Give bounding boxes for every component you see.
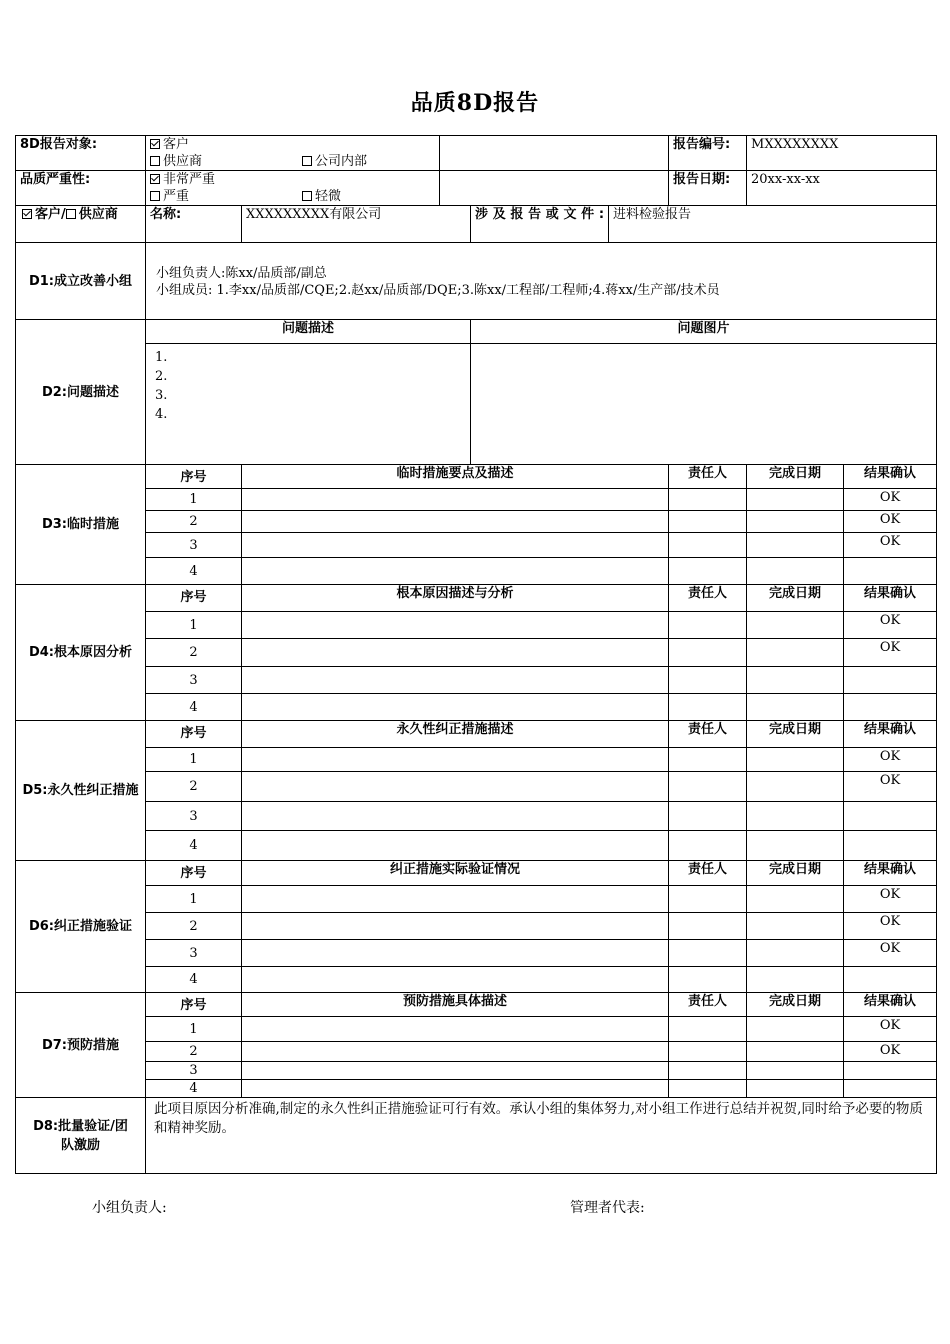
checkbox-checked-icon[interactable] [22,209,32,219]
seq-cell: 1 [146,748,242,772]
d6-header-row [16,861,937,886]
seq-cell: 2 [146,1042,242,1062]
result-header: 结果确认 [844,861,937,886]
d1-label: D1:成立改善小组 [16,243,146,320]
desc-cell[interactable] [242,802,669,831]
d3-header-row [16,465,937,489]
d3-label: D3:临时措施 [16,465,146,585]
desc-cell[interactable] [242,913,669,940]
d5-header-row [16,721,937,748]
desc-cell[interactable] [242,1080,669,1098]
desc-cell[interactable] [242,1062,669,1080]
owner-header: 责任人 [669,585,747,612]
checkbox-icon[interactable] [66,209,76,219]
result-cell[interactable]: OK [844,940,937,967]
owner-cell[interactable] [669,802,747,831]
report-date-label: 报告日期: [669,171,747,206]
report-date-value[interactable]: 20xx-xx-xx [747,171,937,206]
desc-cell[interactable] [242,940,669,967]
header-row-party [16,206,937,243]
page-title: 品质8D报告 [410,90,540,116]
owner-cell[interactable] [669,667,747,694]
result-cell[interactable]: OK [844,886,937,913]
desc-cell[interactable] [242,667,669,694]
result-cell[interactable]: OK [844,1042,937,1062]
seq-cell: 3 [146,940,242,967]
result-cell[interactable]: OK [844,489,937,511]
owner-header: 责任人 [669,861,747,886]
date-cell[interactable] [747,639,844,667]
table-row [16,511,937,533]
d5-label: D5:永久性纠正措施 [16,721,146,861]
date-cell[interactable] [747,667,844,694]
date-cell[interactable] [747,1042,844,1062]
result-cell[interactable]: OK [844,511,937,533]
result-cell[interactable]: OK [844,612,937,639]
target-option-customer[interactable]: 客户 [150,136,290,153]
owner-cell[interactable] [669,1062,747,1080]
checkbox-checked-icon[interactable] [150,174,160,184]
header-row-severity [16,171,937,206]
result-cell[interactable] [844,558,937,585]
desc-cell[interactable] [242,748,669,772]
table-row [16,639,937,667]
table-row [16,558,937,585]
date-cell[interactable] [747,694,844,721]
result-cell[interactable] [844,667,937,694]
seq-cell: 4 [146,1080,242,1098]
date-cell[interactable] [747,1080,844,1098]
d4-label: D4:根本原因分析 [16,585,146,721]
leader-signature-label: 小组负责人: [92,1200,167,1216]
seq-cell: 2 [146,511,242,533]
table-row [16,748,937,772]
table-row [16,967,937,993]
table-row [16,802,937,831]
result-cell[interactable]: OK [844,1017,937,1042]
table-row [16,1080,937,1098]
list-item: 1. [155,350,168,365]
d6-desc-header: 纠正措施实际验证情况 [242,861,669,886]
result-header: 结果确认 [844,993,937,1017]
owner-cell[interactable] [669,1080,747,1098]
severity-option-critical[interactable]: 非常严重 [150,171,290,188]
date-cell[interactable] [747,940,844,967]
owner-cell[interactable] [669,511,747,533]
result-cell[interactable] [844,694,937,721]
result-cell[interactable] [844,1062,937,1080]
owner-header: 责任人 [669,721,747,748]
list-item: 3. [155,388,168,403]
owner-cell[interactable] [669,772,747,802]
d7-label: D7:预防措施 [16,993,146,1098]
date-header: 完成日期 [747,585,844,612]
table-row [16,772,937,802]
desc-cell[interactable] [242,831,669,861]
d4-desc-header: 根本原因描述与分析 [242,585,669,612]
owner-cell[interactable] [669,533,747,558]
manager-signature-label: 管理者代表: [570,1200,645,1216]
date-cell[interactable] [747,913,844,940]
date-cell[interactable] [747,612,844,639]
table-row [16,1062,937,1080]
d2-picture-area[interactable] [471,344,937,465]
seq-cell: 3 [146,1062,242,1080]
date-cell[interactable] [747,489,844,511]
header-row-target [16,136,937,171]
owner-cell[interactable] [669,694,747,721]
result-cell[interactable] [844,831,937,861]
table-row [16,694,937,721]
seq-header: 序号 [146,585,242,612]
seq-header: 序号 [146,993,242,1017]
result-cell[interactable]: OK [844,748,937,772]
date-cell[interactable] [747,558,844,585]
d1-leader[interactable]: 小组负责人:陈xx/品质部/副总 [156,266,327,281]
desc-cell[interactable] [242,772,669,802]
d8-row [16,1098,937,1174]
name-value[interactable]: XXXXXXXXX有限公司 [242,206,471,243]
seq-cell: 4 [146,694,242,721]
d2-body-row [16,344,937,465]
owner-cell[interactable] [669,639,747,667]
d6-label: D6:纠正措施验证 [16,861,146,993]
checkbox-icon[interactable] [150,156,160,166]
d3-desc-header: 临时措施要点及描述 [242,465,669,489]
result-cell[interactable]: OK [844,639,937,667]
desc-cell[interactable] [242,886,669,913]
checkbox-checked-icon[interactable] [150,139,160,149]
seq-cell: 1 [146,612,242,639]
date-header: 完成日期 [747,861,844,886]
desc-cell[interactable] [242,511,669,533]
target-options [146,136,440,171]
date-cell[interactable] [747,533,844,558]
result-cell[interactable]: OK [844,533,937,558]
date-cell[interactable] [747,802,844,831]
owner-cell[interactable] [669,913,747,940]
seq-cell: 2 [146,913,242,940]
report-table [15,135,937,1174]
owner-cell[interactable] [669,886,747,913]
date-cell[interactable] [747,1017,844,1042]
owner-cell[interactable] [669,1042,747,1062]
owner-cell[interactable] [669,967,747,993]
table-row [16,831,937,861]
date-header: 完成日期 [747,721,844,748]
seq-cell: 4 [146,558,242,585]
result-cell[interactable] [844,967,937,993]
doc-label: 涉及报告或文件: [471,206,609,243]
name-label: 名称: [146,206,242,243]
desc-cell[interactable] [242,612,669,639]
checkbox-icon[interactable] [302,156,312,166]
table-row [16,886,937,913]
severity-options [146,171,440,206]
seq-cell: 3 [146,667,242,694]
desc-cell[interactable] [242,639,669,667]
date-cell[interactable] [747,886,844,913]
report-no-value[interactable]: MXXXXXXXX [747,136,937,171]
table-row [16,913,937,940]
d2-desc-list[interactable] [146,344,471,465]
owner-header: 责任人 [669,993,747,1017]
result-cell[interactable] [844,802,937,831]
d8-text[interactable]: 此项目原因分析准确,制定的永久性纠正措施验证可行有效。承认小组的集体努力,对小组工作进行总结并祝贺,同时给予必要的物质和精神奖励。 [146,1098,937,1174]
date-cell[interactable] [747,772,844,802]
doc-value[interactable]: 进料检验报告 [609,206,937,243]
target-option-supplier[interactable]: 供应商 [150,153,302,170]
d2-label: D2:问题描述 [16,320,146,465]
table-row [16,667,937,694]
table-row [16,612,937,639]
seq-cell: 1 [146,886,242,913]
desc-cell[interactable] [242,489,669,511]
desc-cell[interactable] [242,1042,669,1062]
d8-label: D8:批量验证/团队激励 [16,1098,146,1174]
result-cell[interactable]: OK [844,772,937,802]
table-row [16,1042,937,1062]
target-option-internal[interactable]: 公司内部 [302,154,367,169]
result-cell[interactable]: OK [844,913,937,940]
target-label: 8D报告对象: [16,136,146,171]
d1-content [146,243,937,320]
d5-desc-header: 永久性纠正措施描述 [242,721,669,748]
d7-header-row [16,993,937,1017]
desc-cell[interactable] [242,558,669,585]
list-item: 2. [155,369,168,384]
severity-option-minor[interactable]: 轻微 [302,189,341,204]
result-header: 结果确认 [844,465,937,489]
desc-cell[interactable] [242,694,669,721]
table-row [16,533,937,558]
severity-option-major[interactable]: 严重 [150,188,302,205]
d1-members[interactable]: 小组成员: 1.李xx/品质部/CQE;2.赵xx/品质部/DQE;3.陈xx/工程部/工程师;4.蒋xx/生产部/技术员 [156,283,720,298]
checkbox-icon[interactable] [150,191,160,201]
seq-cell: 1 [146,489,242,511]
owner-cell[interactable] [669,489,747,511]
seq-header: 序号 [146,465,242,489]
table-row [16,489,937,511]
result-header: 结果确认 [844,585,937,612]
table-row [16,1017,937,1042]
table-row [16,940,937,967]
seq-cell: 2 [146,772,242,802]
date-header: 完成日期 [747,993,844,1017]
date-header: 完成日期 [747,465,844,489]
d2-desc-header: 问题描述 [146,320,471,344]
seq-header: 序号 [146,721,242,748]
desc-cell[interactable] [242,1017,669,1042]
owner-cell[interactable] [669,831,747,861]
seq-cell: 4 [146,831,242,861]
date-cell[interactable] [747,511,844,533]
owner-header: 责任人 [669,465,747,489]
seq-cell: 3 [146,533,242,558]
seq-header: 序号 [146,861,242,886]
d4-header-row [16,585,937,612]
date-cell[interactable] [747,831,844,861]
owner-cell[interactable] [669,748,747,772]
date-cell[interactable] [747,967,844,993]
date-cell[interactable] [747,748,844,772]
report-no-label: 报告编号: [669,136,747,171]
desc-cell[interactable] [242,533,669,558]
result-cell[interactable] [844,1080,937,1098]
party-label: 客户/ 供应商 [16,206,146,243]
date-cell[interactable] [747,1062,844,1080]
seq-cell: 2 [146,639,242,667]
seq-cell: 1 [146,1017,242,1042]
owner-cell[interactable] [669,940,747,967]
result-header: 结果确认 [844,721,937,748]
d1-row [16,243,937,320]
owner-cell[interactable] [669,558,747,585]
seq-cell: 4 [146,967,242,993]
checkbox-icon[interactable] [302,191,312,201]
d7-desc-header: 预防措施具体描述 [242,993,669,1017]
owner-cell[interactable] [669,612,747,639]
owner-cell[interactable] [669,1017,747,1042]
list-item: 4. [155,407,168,422]
seq-cell: 3 [146,802,242,831]
d2-pic-header: 问题图片 [471,320,937,344]
severity-label: 品质严重性: [16,171,146,206]
desc-cell[interactable] [242,967,669,993]
d2-header-row [16,320,937,344]
